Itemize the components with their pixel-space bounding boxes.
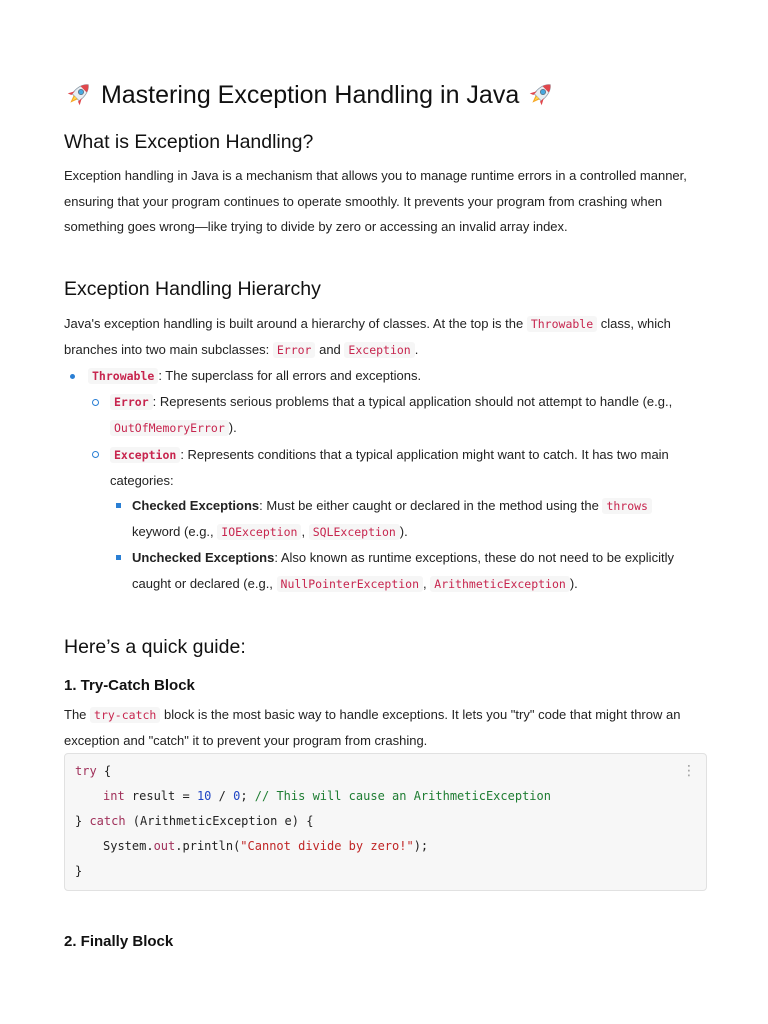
inline-code-throwable: Throwable bbox=[527, 316, 597, 332]
code-line: } bbox=[75, 864, 83, 878]
inline-code-npe: NullPointerException bbox=[277, 576, 423, 592]
section-heading-hierarchy: Exception Handling Hierarchy bbox=[64, 278, 321, 300]
inline-code-oom: OutOfMemoryError bbox=[110, 420, 229, 436]
code-token: try bbox=[75, 764, 97, 778]
code-token: 10 bbox=[196, 789, 212, 803]
text-span: , bbox=[301, 524, 306, 539]
more-vertical-icon[interactable]: ⋮ bbox=[682, 762, 696, 778]
text-span: ). bbox=[228, 420, 237, 435]
bullet-square bbox=[116, 555, 121, 560]
text-span: : The superclass for all errors and exceptions. bbox=[158, 368, 422, 383]
code-token: out bbox=[153, 839, 176, 853]
subheading-finally: 2. Finally Block bbox=[64, 933, 174, 950]
code-line bbox=[103, 789, 551, 803]
list-item-checked-cont bbox=[132, 524, 408, 539]
text-span: : Also known as runtime exceptions, these do not need to be explicitly bbox=[274, 550, 674, 565]
list-item-unchecked-cont bbox=[132, 576, 578, 591]
text-span: caught or declared (e.g., bbox=[132, 576, 273, 591]
code-line bbox=[75, 814, 313, 828]
bullet-circle bbox=[92, 451, 99, 458]
text-span: , bbox=[423, 576, 427, 591]
bold-label: Checked Exceptions bbox=[132, 498, 260, 513]
inline-code-arithmetic: ArithmeticException bbox=[430, 576, 570, 592]
bullet-square bbox=[116, 503, 121, 508]
paragraph-line: exception and "catch" it to prevent your program from crashing. bbox=[64, 733, 428, 748]
code-token: } bbox=[75, 814, 90, 828]
text-span: : Represents conditions that a typical application might want to catch. It has two main bbox=[180, 447, 669, 462]
text-span: ). bbox=[399, 524, 408, 539]
inline-code-ioexception: IOException bbox=[217, 524, 301, 540]
inline-code-sqlexception: SQLException bbox=[309, 524, 400, 540]
inline-code-error: Error bbox=[110, 394, 153, 410]
inline-code-throwable: Throwable bbox=[88, 368, 158, 384]
text-span: branches into two main subclasses: bbox=[64, 342, 270, 357]
inline-code-try-catch: try-catch bbox=[90, 707, 160, 723]
list-item-unchecked bbox=[132, 550, 674, 565]
code-token: ; bbox=[240, 789, 255, 803]
page-title-row bbox=[64, 79, 556, 110]
text-span: and bbox=[319, 342, 341, 357]
bold-label: Unchecked Exceptions bbox=[132, 550, 275, 565]
list-item-error bbox=[110, 394, 672, 409]
section-heading-quick-guide: Here’s a quick guide: bbox=[64, 636, 246, 658]
bullet-circle bbox=[92, 399, 99, 406]
text-span: block is the most basic way to handle exceptions. It lets you "try" code that might throw an bbox=[163, 707, 681, 722]
list-item-throwable bbox=[88, 368, 421, 383]
code-line bbox=[75, 764, 111, 778]
section-heading-what-is: What is Exception Handling? bbox=[64, 131, 314, 153]
list-item-checked bbox=[132, 498, 652, 513]
text-span: : Represents serious problems that a typical application should not attempt to handle (e.g., bbox=[152, 394, 673, 409]
paragraph-line: Exception handling in Java is a mechanism that allows you to manage runtime errors in a controlled manner, bbox=[64, 168, 687, 183]
text-span: The bbox=[64, 707, 87, 722]
subheading-try-catch: 1. Try-Catch Block bbox=[64, 677, 195, 694]
code-line bbox=[103, 839, 428, 853]
text-span: keyword (e.g., bbox=[132, 524, 214, 539]
rocket-icon bbox=[64, 79, 94, 109]
bullet-dot bbox=[70, 374, 75, 379]
page-title: Mastering Exception Handling in Java bbox=[100, 81, 520, 109]
paragraph-line bbox=[64, 707, 680, 722]
text-span: class, which bbox=[600, 316, 671, 331]
code-token: (ArithmeticException e) { bbox=[125, 814, 314, 828]
rocket-icon bbox=[526, 79, 556, 109]
code-token: int bbox=[103, 789, 125, 803]
paragraph-line: ensuring that your program continues to operate smoothly. It prevents your program from crashing when bbox=[64, 194, 663, 209]
code-token: { bbox=[96, 764, 112, 778]
text-span: . bbox=[414, 342, 419, 357]
paragraph-line: something goes wrong—like trying to divide by zero or accessing an invalid array index. bbox=[64, 219, 568, 234]
code-token: result = bbox=[124, 789, 197, 803]
code-token: System. bbox=[103, 839, 154, 853]
list-item-exception bbox=[110, 447, 669, 462]
inline-code-exception: Exception bbox=[110, 447, 180, 463]
paragraph-line bbox=[64, 342, 418, 357]
code-comment: // This will cause an ArithmeticException bbox=[254, 789, 551, 803]
code-token: / bbox=[211, 789, 234, 803]
inline-code-throws: throws bbox=[602, 498, 652, 514]
code-block bbox=[64, 753, 707, 891]
inline-code-exception: Exception bbox=[344, 342, 414, 358]
list-item-exception-cont: categories: bbox=[110, 473, 174, 488]
text-span: ). bbox=[569, 576, 578, 591]
text-span: Java's exception handling is built around a hierarchy of classes. At the top is the bbox=[64, 316, 524, 331]
text-span: : Must be either caught or declared in the method using the bbox=[259, 498, 599, 513]
inline-code-error: Error bbox=[273, 342, 316, 358]
list-item-error-cont bbox=[110, 420, 237, 435]
code-token: catch bbox=[89, 814, 126, 828]
code-token: 0 bbox=[233, 789, 241, 803]
paragraph-line bbox=[64, 316, 671, 331]
code-token: ); bbox=[413, 839, 429, 853]
code-token: .println( bbox=[175, 839, 241, 853]
code-string: "Cannot divide by zero!" bbox=[240, 839, 414, 853]
